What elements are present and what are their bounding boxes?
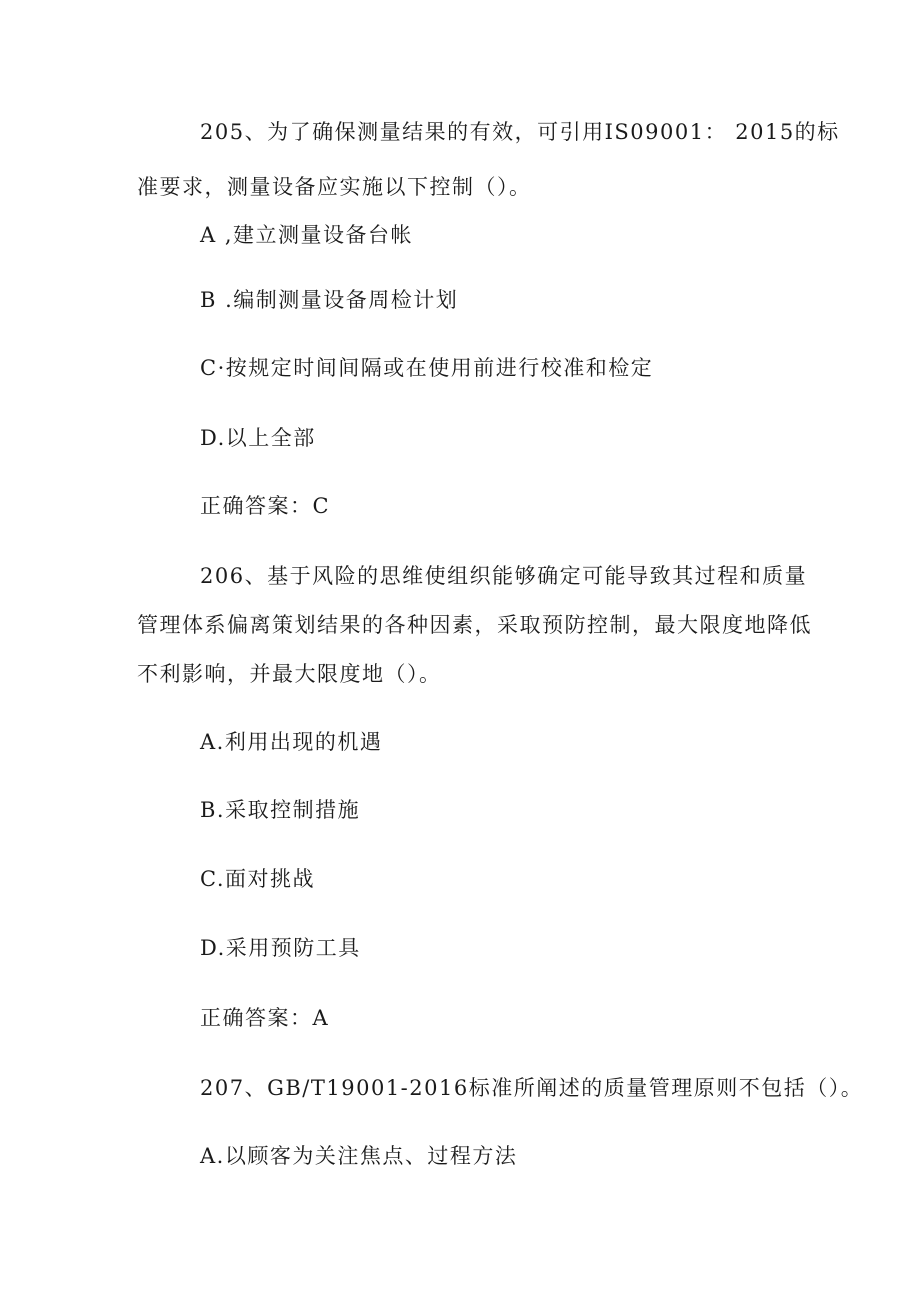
q206-option-c: C.面对挑战 bbox=[200, 867, 315, 891]
q205-option-d: D.以上全部 bbox=[200, 426, 316, 450]
q206-option-b: B.采取控制措施 bbox=[200, 798, 361, 822]
q205-option-b: B .编制测量设备周检计划 bbox=[200, 288, 459, 312]
q206-stem-line-2: 管理体系偏离策划结果的各种因素，采取预防控制，最大限度地降低 bbox=[137, 613, 812, 637]
q205-option-a: A ,建立测量设备台帐 bbox=[200, 223, 414, 247]
q206-option-a: A.利用出现的机遇 bbox=[200, 730, 383, 754]
q205-option-c: C·按规定时间间隔或在使用前进行校准和检定 bbox=[200, 356, 654, 380]
q206-stem-line-1: 206、基于风险的思维使组织能够确定可能导致其过程和质量 bbox=[200, 564, 808, 588]
q207-option-a: A.以顾客为关注焦点、过程方法 bbox=[200, 1144, 518, 1168]
q206-stem-line-3: 不利影响，并最大限度地（）。 bbox=[137, 662, 442, 686]
q205-stem-line-2: 准要求，测量设备应实施以下控制（）。 bbox=[137, 175, 532, 199]
q205-answer: 正确答案：C bbox=[200, 494, 331, 518]
q205-stem-line-1: 205、为了确保测量结果的有效，可引用IS09001： 2015的标 bbox=[200, 120, 840, 144]
q206-answer: 正确答案：A bbox=[200, 1006, 330, 1030]
q207-stem-line-1: 207、GB/T19001-2016标准所阐述的质量管理原则不包括（）。 bbox=[200, 1076, 864, 1100]
q206-option-d: D.采用预防工具 bbox=[200, 936, 361, 960]
